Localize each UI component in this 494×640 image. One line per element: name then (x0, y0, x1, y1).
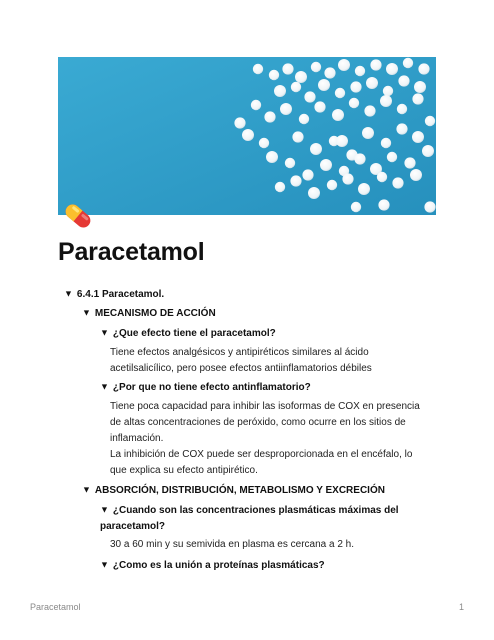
pill-tablet (383, 86, 393, 96)
answer-text: La inhibición de COX puede ser desproporcionada en el encéfalo, lo que explica su efecto antipirético. (110, 449, 413, 476)
pill-tablet (358, 183, 370, 195)
pill-tablet (311, 62, 321, 72)
toggle-label: 6.4.1 Paracetamol. (76, 289, 165, 300)
pill-tablet (292, 131, 303, 142)
pills-photo (58, 57, 436, 215)
page-number: 1 (458, 602, 464, 612)
pill-tablet (392, 177, 403, 188)
pill-icon (60, 198, 96, 234)
toggle-label: ¿Cuando son las concentraciones plasmáticas máximas del paracetamol? (100, 505, 399, 532)
pill-tablet (290, 175, 301, 186)
pill-tablet (324, 67, 335, 78)
pill-tablet (310, 143, 322, 155)
footer-title: Paracetamol (30, 602, 81, 612)
pill-tablet (351, 202, 361, 212)
toggle-triangle-icon[interactable]: ▼ (100, 559, 109, 570)
pill-tablet (253, 64, 263, 74)
pill-tablet (386, 63, 398, 75)
pill-tablet (336, 135, 348, 147)
pill-tablet (314, 101, 325, 112)
pill-tablet (414, 81, 426, 93)
pill-tablet (320, 159, 332, 171)
toggle-absorcion[interactable] (82, 482, 385, 499)
toggle-triangle-icon[interactable]: ▼ (100, 327, 109, 338)
pill-tablet (264, 111, 275, 122)
toggle-label: ABSORCIÓN, DISTRIBUCIÓN, METABOLISMO Y EXCRECIÓN (94, 485, 385, 496)
pill-tablet (355, 66, 365, 76)
pill-tablet (370, 59, 381, 70)
pill-tablet (318, 79, 330, 91)
pill-tablet (410, 169, 422, 181)
toggle-concentraciones[interactable] (100, 502, 400, 535)
toggle-label: ¿Que efecto tiene el paracetamol? (112, 328, 276, 339)
pill-tablet (377, 172, 387, 182)
toggle-union-proteinas[interactable] (100, 557, 325, 574)
toggle-paracetamol[interactable] (64, 286, 164, 303)
pill-tablet (342, 173, 353, 184)
pill-tablet (349, 98, 359, 108)
pill-tablet (350, 81, 361, 92)
toggle-triangle-icon[interactable]: ▼ (82, 307, 91, 318)
pill-tablet (291, 82, 301, 92)
toggle-antiinflamatorio[interactable] (100, 379, 311, 396)
pill-tablet (242, 129, 254, 141)
pill-tablet (404, 157, 415, 168)
pill-tablet (295, 71, 307, 83)
pill-tablet (274, 85, 286, 97)
answer-text: 30 a 60 min y su semivida en plasma es cercana a 2 h. (110, 539, 355, 550)
pill-tablet (335, 88, 345, 98)
toggle-label: ¿Por que no tiene efecto antinflamatorio? (112, 382, 311, 393)
toggle-triangle-icon[interactable]: ▼ (100, 381, 109, 392)
pill-tablet (412, 131, 424, 143)
pill-tablet (418, 63, 429, 74)
pill-tablet (299, 114, 309, 124)
pill-tablet (366, 77, 378, 89)
toggle-triangle-icon[interactable]: ▼ (64, 288, 73, 299)
toggle-label: ¿Como es la unión a proteínas plasmáticas? (112, 560, 325, 571)
answer-text: Tiene efectos analgésicos y antipiréticos similares al ácido acetilsalicílico, pero posee efectos antiinflamatorios débiles (110, 347, 372, 374)
pill-tablet (285, 158, 295, 168)
pill-tablet (282, 63, 293, 74)
toggle-mecanismo[interactable] (82, 305, 216, 322)
pill-tablet (387, 152, 397, 162)
pill-tablet (424, 201, 435, 212)
pill-tablet (308, 187, 320, 199)
pill-tablet (378, 199, 389, 210)
pill-tablet (422, 145, 434, 157)
toggle-que-efecto[interactable] (100, 325, 276, 342)
pill-tablet (338, 59, 350, 71)
pill-tablet (397, 104, 407, 114)
pill-tablet (403, 58, 413, 68)
pill-tablet (398, 75, 409, 86)
toggle-triangle-icon[interactable]: ▼ (100, 504, 109, 515)
pill-tablet (304, 91, 315, 102)
pill-tablet (425, 116, 435, 126)
pill-tablet (302, 169, 313, 180)
toggle-triangle-icon[interactable]: ▼ (82, 484, 91, 495)
pill-tablet (412, 93, 423, 104)
pill-tablet (327, 180, 337, 190)
pill-tablet (354, 153, 365, 164)
pill-tablet (275, 182, 285, 192)
pill-tablet (251, 100, 261, 110)
pill-tablet (332, 109, 344, 121)
pill-tablet (234, 117, 245, 128)
pill-tablet (396, 123, 407, 134)
toggle-label: MECANISMO DE ACCIÓN (94, 308, 216, 319)
cover-image (58, 57, 436, 215)
pill-tablet (380, 95, 392, 107)
pill-tablet (364, 105, 375, 116)
pill-tablet (269, 70, 279, 80)
page-title: Paracetamol (58, 238, 205, 266)
pill-tablet (259, 138, 269, 148)
pill-tablet (266, 151, 278, 163)
answer-text: Tiene poca capacidad para inhibir las isoformas de COX en presencia de altas concentraciones de peróxido, como ocurre en los sitios de inflamación. (110, 401, 420, 444)
pill-tablet (362, 127, 374, 139)
pill-tablet (280, 103, 292, 115)
pill-tablet (381, 138, 391, 148)
